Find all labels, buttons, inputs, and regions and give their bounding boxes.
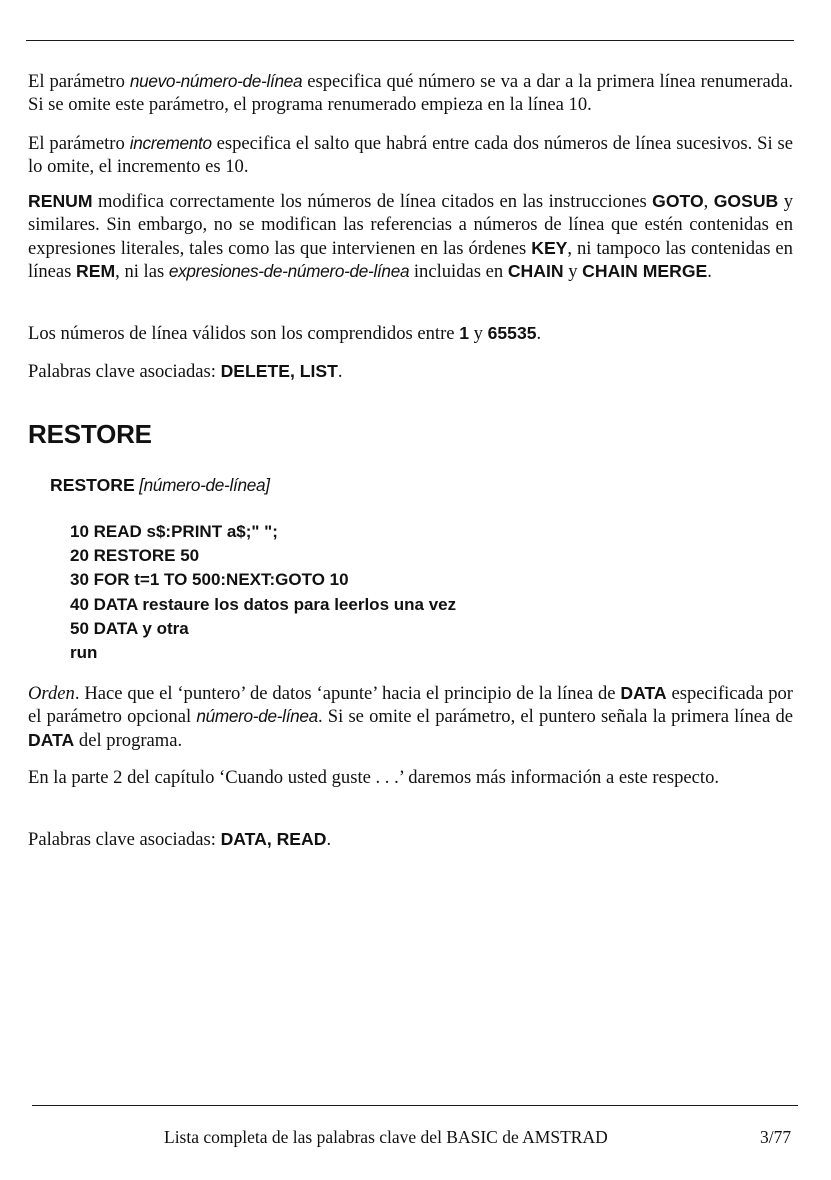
renum-paragraph-valid-range (28, 322, 793, 345)
text: modifica correctamente los números de línea citados en las instrucciones (92, 191, 653, 212)
text: y (563, 261, 583, 283)
text: , ni las (115, 261, 169, 283)
keyword: RESTORE (50, 475, 135, 495)
code-line: run (70, 643, 98, 663)
parameter-name: incremento (129, 133, 212, 153)
text: Palabras clave asociadas: (28, 361, 221, 382)
restore-syntax (50, 474, 270, 496)
keyword: CHAIN (507, 261, 564, 282)
text: El parámetro (28, 133, 130, 154)
keyword: DATA (620, 683, 667, 703)
keyword: KEY (531, 237, 568, 258)
text: especifica qué número se va a dar a la primera línea renumerada. Si se omite este parámetro, el programa renumerado empieza en la línea 10. (28, 71, 794, 116)
text: Palabras clave asociadas: (28, 829, 221, 850)
text: El parámetro (28, 71, 130, 92)
text: y similares. Sin embargo, no se modifican las referencias a números de línea que estén contenidas en expresiones literales, tales como las que intervienen en las órdenes (28, 191, 794, 259)
code-line: 20 RESTORE 50 (70, 546, 200, 566)
keyword: CHAIN MERGE (582, 261, 708, 282)
code-line: 40 DATA restaure los datos para leerlos una vez (70, 594, 457, 614)
keyword: GOTO (652, 191, 704, 211)
keyword: DATA, READ (220, 829, 327, 849)
parameter-name: nuevo-número-de-línea (129, 71, 303, 91)
restore-more-info: En la parte 2 del capítulo ‘Cuando usted guste . . .’ daremos más información a este respecto. (28, 767, 720, 788)
keyword: 1 (459, 323, 469, 343)
footer-title: Lista completa de las palabras clave del BASIC de AMSTRAD (164, 1127, 608, 1147)
text: especificada por el parámetro opcional (28, 683, 793, 728)
text: . Hace que el ‘puntero’ de datos ‘apunte’ hacia el principio de la línea de (74, 683, 621, 704)
text: y (469, 323, 488, 344)
page-number: 3/77 (760, 1127, 792, 1147)
code-line: 10 READ s$:PRINT a$;" "; (70, 522, 278, 541)
keyword: RENUM (28, 191, 93, 211)
top-rule (26, 40, 794, 41)
statement-type: Orden (28, 683, 75, 704)
keyword: DELETE, LIST (220, 361, 338, 381)
text: incluidas en (409, 261, 508, 283)
keyword: DATA (28, 729, 75, 750)
text: . (337, 361, 343, 382)
text: Los números de línea válidos son los comprendidos entre (28, 323, 460, 344)
code-line: 30 FOR t=1 TO 500:NEXT:GOTO 10 (70, 570, 349, 590)
text: , (703, 191, 714, 212)
text: especifica el salto que habrá entre cada dos números de línea sucesivos. Si se lo omite, el incremento es 10. (28, 133, 794, 178)
text: del programa. (74, 729, 183, 751)
restore-description (28, 682, 793, 752)
renum-associated-keywords (28, 360, 793, 383)
renum-paragraph-new-line-number (28, 70, 793, 117)
keyword: 65535 (487, 323, 537, 343)
text: . (536, 323, 542, 344)
renum-paragraph-references (28, 190, 793, 284)
restore-heading: RESTORE (28, 419, 152, 449)
text: , ni tampoco las contenidas en líneas (28, 237, 793, 283)
parameter-name: expresiones-de-número-de-línea (168, 261, 410, 282)
keyword: GOSUB (713, 191, 779, 211)
text: . Si se omite el parámetro, el puntero señala la primera línea de (317, 706, 793, 728)
code-line: 50 DATA y otra (70, 618, 189, 638)
keyword: REM (76, 261, 116, 282)
text: . (707, 261, 712, 283)
parameter-name: [número-de-línea] (139, 475, 270, 495)
bottom-rule (32, 1105, 798, 1106)
text: . (326, 829, 332, 850)
renum-paragraph-increment (28, 132, 793, 179)
parameter-name: número-de-línea (196, 706, 318, 727)
restore-associated-keywords (28, 828, 793, 851)
restore-code-example (70, 520, 456, 665)
